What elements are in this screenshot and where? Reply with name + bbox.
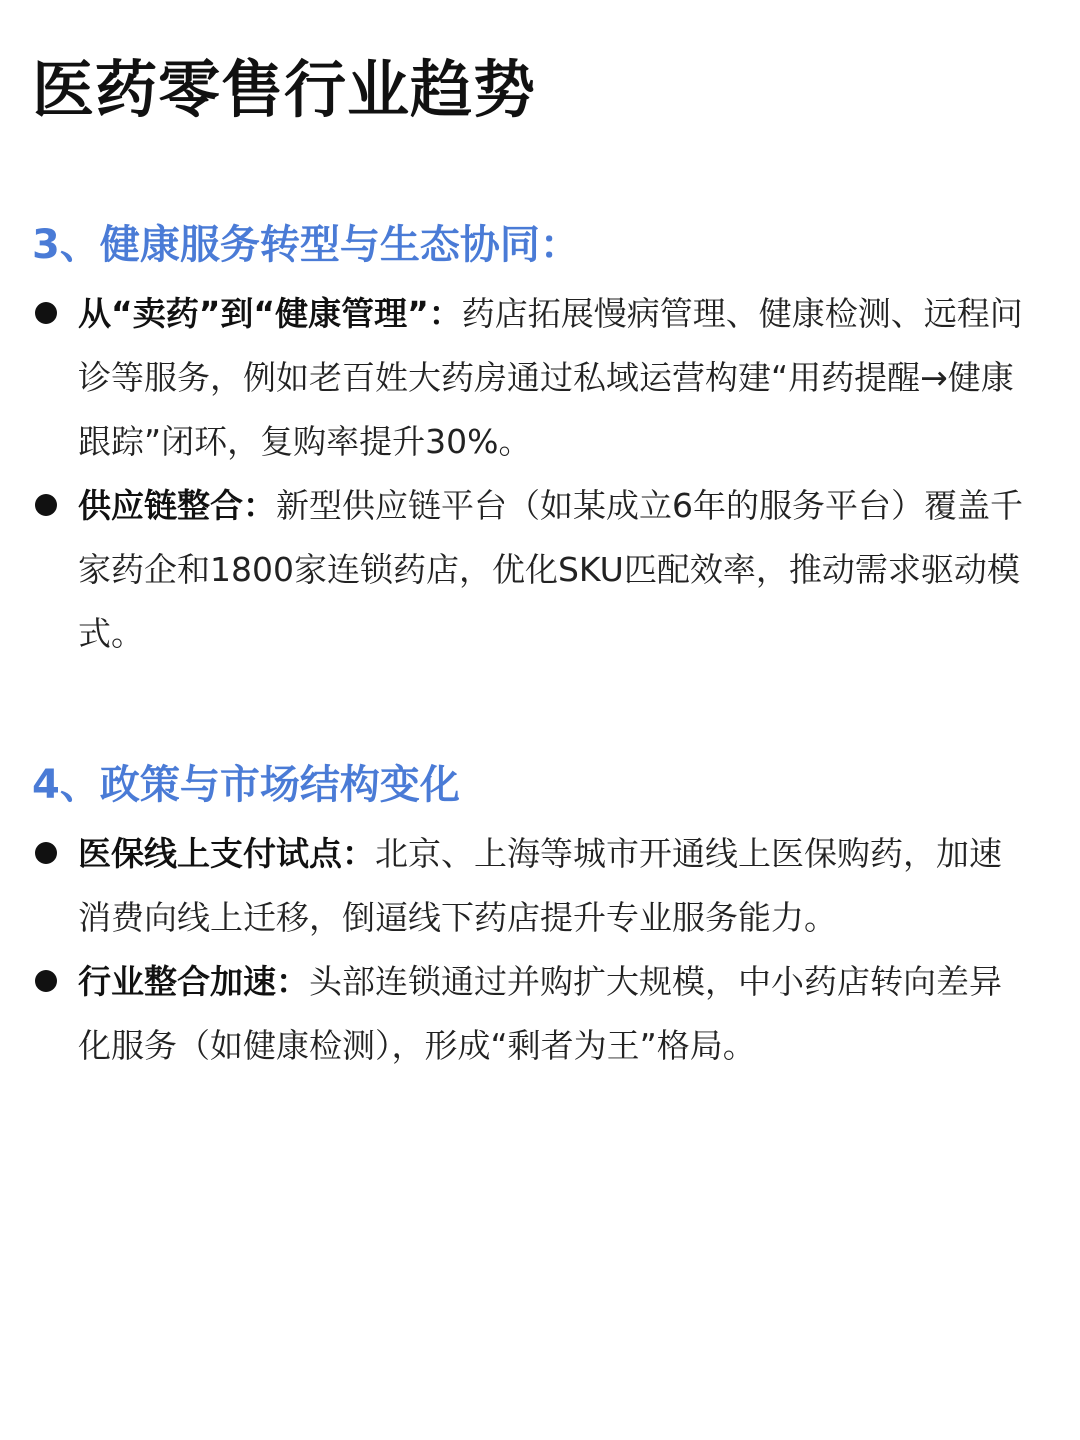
list-item: [32, 822, 1024, 950]
list-item: [32, 950, 1024, 1078]
page-title: 医药零售行业趋势: [32, 53, 537, 126]
list-item: [32, 474, 1024, 666]
bullet-text: 药店拓展慢病管理、健康检测、远程问诊等服务，例如老百姓大药房通过私域运营构建“用药提醒→健康跟踪”闭环，复购率提升30%。: [78, 294, 1023, 461]
bullet-label: 供应链整合：: [78, 486, 276, 525]
section-heading: 4、政策与市场结构变化: [32, 762, 460, 808]
bullet-dot-icon: [35, 842, 57, 864]
bullet-dot-icon: [35, 970, 57, 992]
list-item: [32, 282, 1024, 474]
section-heading: 3、健康服务转型与生态协同：: [32, 222, 580, 268]
bullet-text: 新型供应链平台（如某成立6年的服务平台）覆盖千家药企和1800家连锁药店，优化SKU匹配效率，推动需求驱动模式。: [78, 486, 1023, 653]
bullet-label: 行业整合加速：: [78, 962, 309, 1001]
bullet-label: 从“卖药”到“健康管理”：: [78, 294, 462, 333]
bullet-text: 头部连锁通过并购扩大规模，中小药店转向差异化服务（如健康检测），形成“剩者为王”格局。: [78, 962, 1002, 1065]
bullet-text: 北京、上海等城市开通线上医保购药，加速消费向线上迁移，倒逼线下药店提升专业服务能力。: [78, 834, 1002, 937]
section-health-service: [32, 218, 1024, 666]
bullet-dot-icon: [35, 494, 57, 516]
bullet-list: [32, 822, 1024, 1078]
section-policy-market: [32, 758, 1024, 1078]
bullet-label: 医保线上支付试点：: [78, 834, 375, 873]
bullet-list: [32, 282, 1024, 666]
bullet-dot-icon: [35, 302, 57, 324]
